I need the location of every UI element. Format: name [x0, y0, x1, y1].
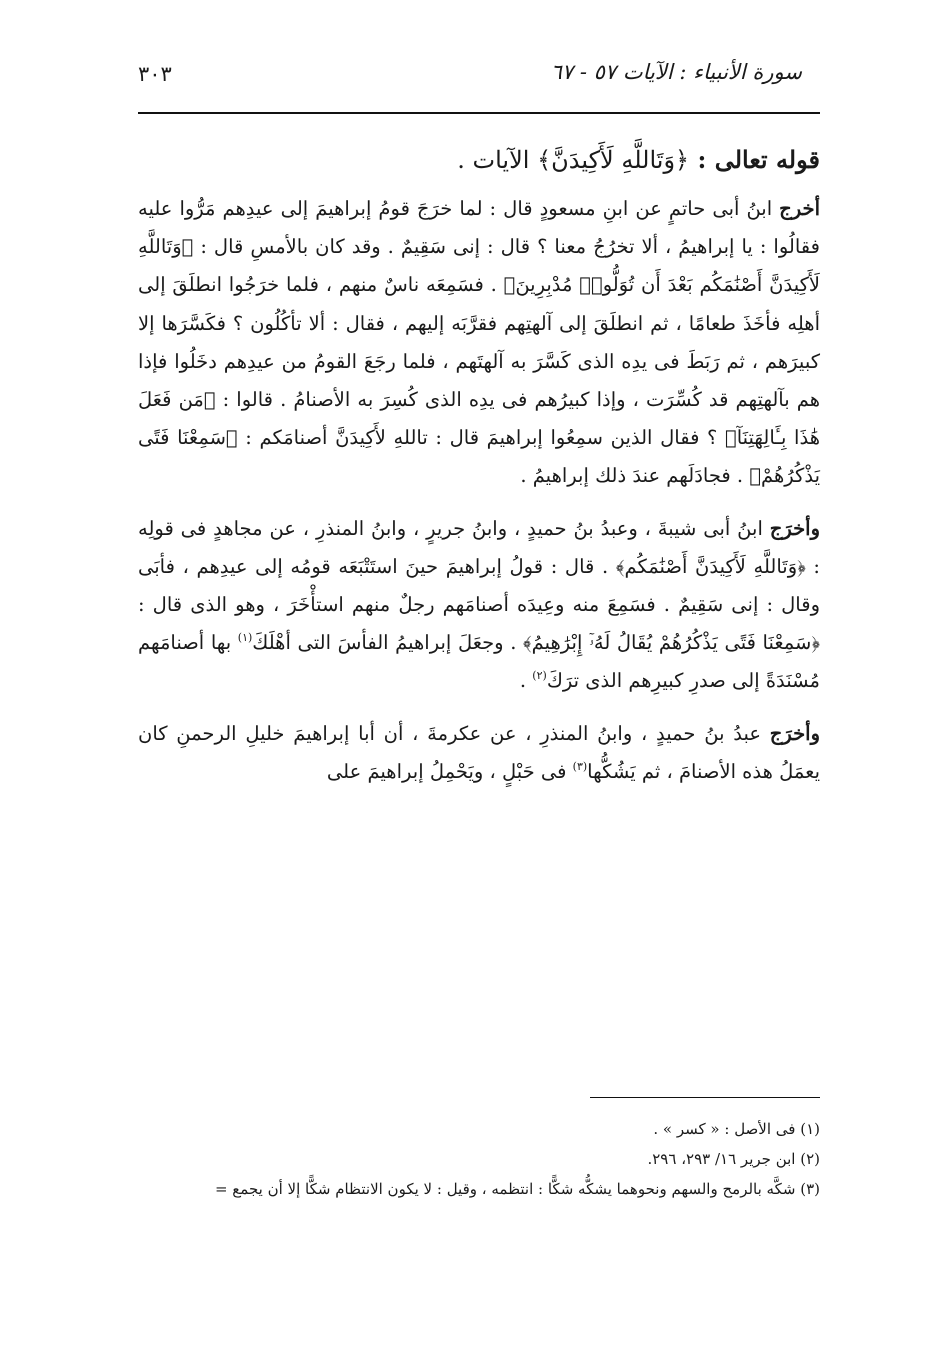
paragraph-text: عبدُ بنُ حميدٍ ، وابنُ المنذرِ ، عن عكرمةَ ، أن أبا إبراهيمَ خليلِ الرحمنِ كان يعمَلُ هذه الأصنامَ ، ثم يَشُكُّها	[138, 721, 820, 783]
page-header	[138, 58, 820, 98]
footnotes	[100, 1114, 820, 1204]
footnote-ref-2: (٢)	[532, 669, 547, 683]
running-title: سورة الأنبياء : الآيات ٥٧ - ٦٧	[550, 60, 802, 84]
footnote-ref-3: (٣)	[572, 759, 588, 773]
paragraph-text: ابنُ أبى حاتمٍ عن ابنِ مسعودٍ قال : لما خرَجَ قومُ إبراهيمَ إلى عيدِهم مَرُّوا عليه فقالُوا : يا إبراهيمُ ، ألا تخرُجُ معنا ؟ قال : إنى سَقِيمٌ . وقد كان بالأمسِ قال : ﴿وَتَاللَّهِ لَأَكِيدَنَّ أَصْنَٰمَكُم بَعْدَ أَن تُوَلُّوا۟ مُدْبِرِينَ﴾ . فسَمِعَه ناسٌ منهم ، فلما خرَجُوا انطلَقَ إلى أهلِه فأخَذَ طعامًا ، ثم انطلَقَ إلى آلهتِهم فقرَّبَه إليهم ، فقال : ألا تأكُلُون ؟ فكَسَّرَها إلا كبيرَهم ، ثم رَبَطَ فى يدِه الذى كَسَّرَ به آلهتَهم ، فلما رجَعَ القومُ من عيدِهم دخَلُوا فإذا هم بآلهتِهم قد كُسِّرَت ، وإذا كبيرُهم فى يدِه الذى كُسِرَ به الأصنامُ . قالوا : ﴿مَن فَعَلَ هَٰذَا بِـَٔالِهَتِنَآ﴾ ؟ فقال الذين سمِعُوا إبراهيمَ قال : تاللهِ لأَكِيدَنَّ أصنامَكم : ﴿سَمِعْنَا فَتًى يَذْكُرُهُمْ﴾ . فجادَلَهم عندَ ذلك إبراهيمُ .	[138, 197, 820, 488]
paragraph-3	[138, 715, 820, 791]
paragraph-1	[138, 190, 820, 496]
paragraph-lead: وأخرَج	[769, 516, 820, 540]
heading-label: قوله تعالى :	[697, 145, 820, 174]
footnote-rule	[590, 1097, 820, 1098]
footnote-2: (٢) ابن جرير ١٦/ ٢٩٣، ٢٩٦.	[647, 1150, 820, 1168]
paragraph-lead: أخرج	[779, 197, 820, 220]
main-text	[138, 140, 820, 805]
footnote-ref-1: (١)	[237, 631, 253, 645]
paragraph-text: .	[519, 669, 533, 693]
paragraph-text: بها أصنامَهم مُسْنَدَةً إلى صدرِ كبيرِهم الذى ترَكَ	[138, 631, 820, 693]
header-rule	[138, 112, 820, 114]
paragraph-text: فى حَبْلٍ ، ويَحْمِلُ إبراهيمَ على	[326, 759, 573, 783]
page-number: ٣٠٣	[138, 62, 172, 86]
paragraph-2	[138, 510, 820, 701]
section-heading	[138, 140, 820, 180]
paragraph-text: ابنُ أبى شيبةَ ، وعبدُ بنُ حميدٍ ، وابنُ جريرٍ ، وابنُ المنذرِ ، عن مجاهدٍ فى قولِه : ﴿وَتَاللَّهِ لَأَكِيدَنَّ أَصْنَٰمَكُم﴾ . قال : قولُ إبراهيمَ حينَ استَتْبَعَه قومُه إلى عيدِهم ، فأبَى وقال : إنى سَقِيمٌ . فسَمِعَ منه وعِيدَه أصنامَهم رجلٌ منهم استأْخَرَ ، وهو الذى قال : ﴿سَمِعْنَا فَتًى يَذْكُرُهُمْ يُقَالُ لَهُۥٓ إِبْرَٰهِيمُ﴾ . وجعَلَ إبراهيمُ الفأسَ التى أهْلَكَ	[138, 516, 820, 655]
paragraph-lead: وأخرَج	[769, 721, 820, 745]
heading-verse: ﴿وَتَاللَّهِ لَأَكِيدَنَّ﴾ الآيات .	[457, 146, 690, 174]
footnote-3: (٣) شكَّه بالرمح والسهم ونحوهما يشكُّه شكًّا : انتظمه ، وقيل : لا يكون الانتظام شكًّا إلا أن يجمع =	[214, 1180, 820, 1198]
footnote-1: (١) فى الأصل : « كسر » .	[653, 1120, 820, 1138]
